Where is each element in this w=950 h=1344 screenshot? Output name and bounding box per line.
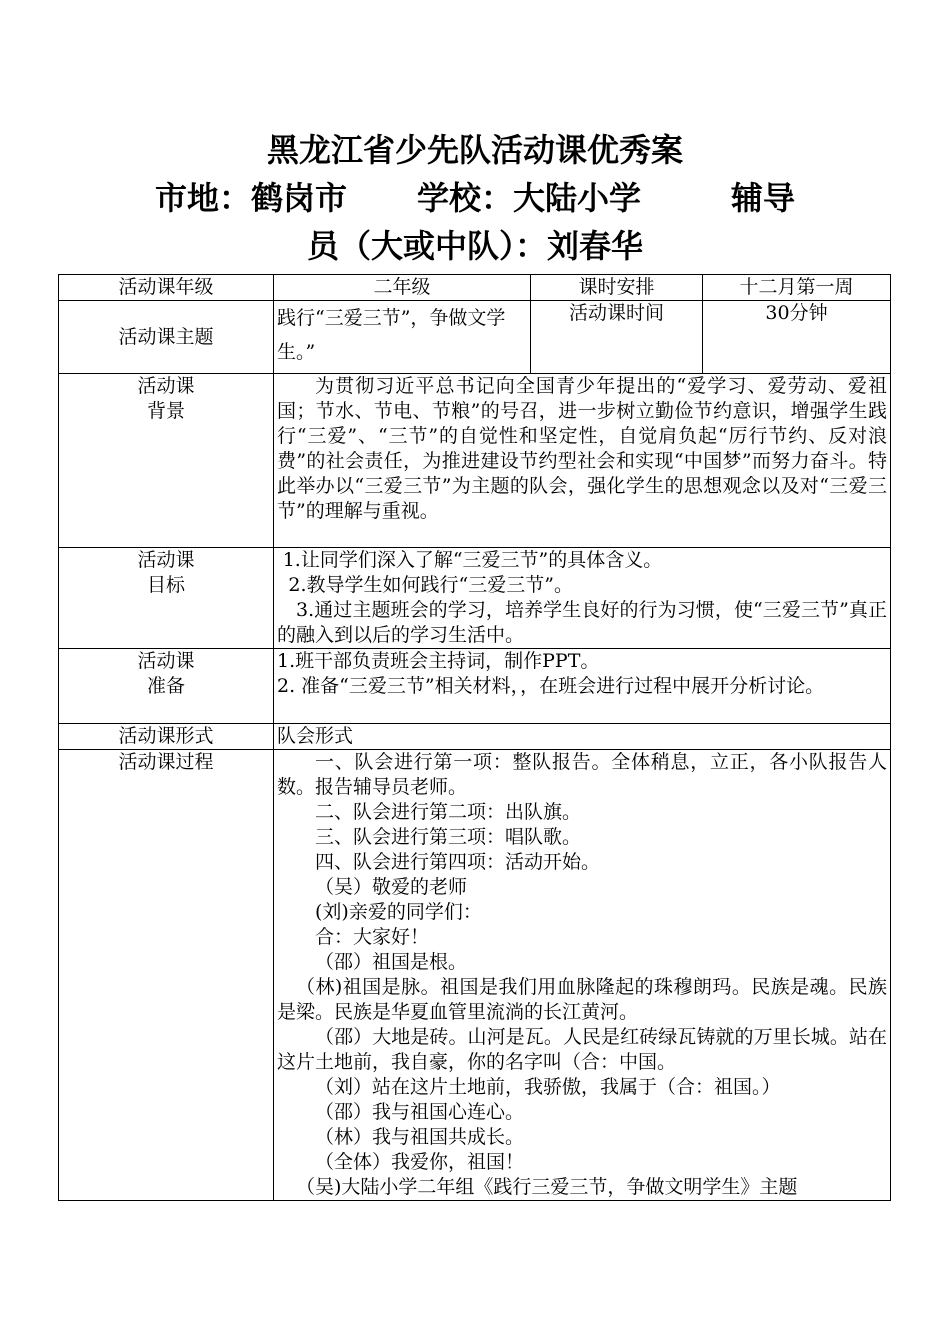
process-line: （全体）我爱你，祖国！ [315,1151,525,1173]
process-line: 四、队会进行第四项：活动开始。 [315,851,601,873]
process-line: （邵）祖国是根。 [315,951,468,973]
process-line: （林）我与祖国共成长。 [315,1126,525,1148]
schedule-value: 十二月第一周 [703,275,891,301]
grade-label: 活动课年级 [59,275,274,301]
table-row [59,724,891,750]
table-row [59,275,891,301]
table-row [59,649,891,724]
counselor-prefix: 辅导 [731,179,796,217]
grade-value: 二年级 [274,275,531,301]
prep-label-line-2: 准备 [146,675,185,697]
form-label: 活动课形式 [59,724,274,750]
prep-label [59,649,274,724]
time-label: 活动课时间 [531,301,703,374]
background-label-line-1: 活动课 [137,375,195,397]
process-line: 三、队会进行第三项：唱队歌。 [315,826,582,848]
process-line: (刘)亲爱的同学们： [315,901,482,923]
document-title [0,126,950,270]
goal-item: 1.让同学们深入了解“三爱三节”的具体含义。 [282,549,663,571]
goal-text [274,548,891,649]
table-row [59,548,891,649]
background-label-line-2: 背景 [146,400,185,422]
background-paragraph: 为贯彻习近平总书记向全国青少年提出的“爱学习、爱劳动、爱祖国；节水、节电、节粮”的号召，进一步树立勤俭节约意识，增强学生践行“三爱”、“三节”的自觉性和坚定性，自觉肩负起“厉行节约、反对浪费”的社会责任，为推进建设节约型社会和实现“中国梦”而努力奋斗。特此举办以“三爱三节”为主题的队会，强化学生的思想观念以及对“三爱三节”的理解与重视。 [277,375,887,522]
process-line: 合：大家好！ [315,926,430,948]
process-line: 一、队会进行第一项：整队报告。全体稍息，立正，各小队报告人数。报告辅导员老师。 [277,751,887,798]
school-label: 学校：大陆小学 [416,179,641,217]
prep-item: 1.班干部负责班会主持词，制作PPT。 [277,650,600,672]
title-line-1: 黑龙江省少先队活动课优秀案 [266,131,683,169]
schedule-label: 课时安排 [531,275,703,301]
process-line: （吴)大陆小学二年组《践行三爱三节，争做文明学生》主题 [296,1176,798,1198]
process-line: （邵）我与祖国心连心。 [315,1101,525,1123]
process-line: （邵）大地是砖。山河是瓦。人民是红砖绿瓦铸就的万里长城。站在这片土地前，我自豪，你的名字叫（合：中国。 [277,1026,887,1073]
process-text [274,750,891,1201]
goal-item: 2.教导学生如何践行“三爱三节”。 [288,574,573,596]
goal-item: 3.通过主题班会的学习，培养学生良好的行为习惯，使“三爱三节”真正的融入到以后的学习生活中。 [277,599,887,646]
title-line-3: 员（大或中队）：刘春华 [306,227,643,265]
process-line: （吴）敬爱的老师 [315,876,468,898]
goal-label [59,548,274,649]
theme-value: 践行“三爱三节”，争做文学生。” [274,301,531,374]
prep-label-line-1: 活动课 [137,650,195,672]
background-text [274,374,891,548]
process-line: （林)祖国是脉。祖国是我们用血脉隆起的珠穆朗玛。民族是魂。民族是梁。民族是华夏血管里流淌的长江黄河。 [277,976,887,1023]
process-label: 活动课过程 [59,750,274,1201]
theme-label: 活动课主题 [59,301,274,374]
process-line: 二、队会进行第二项：出队旗。 [315,801,582,823]
background-label [59,374,274,548]
table-row [59,374,891,548]
city-label: 市地：鹤岗市 [154,179,347,217]
time-value: 30分钟 [703,301,891,374]
table-row [59,750,891,1201]
activity-form-table [58,274,891,1201]
goal-label-line-1: 活动课 [137,549,195,571]
form-value: 队会形式 [274,724,891,750]
table-row [59,301,891,374]
prep-item: 2. 准备“三爱三节”相关材料，，在班会进行过程中展开分析讨论。 [277,675,825,697]
goal-label-line-2: 目标 [146,574,185,596]
prep-text [274,649,891,724]
process-line: （刘）站在这片土地前，我骄傲，我属于（合：祖国。） [315,1076,781,1098]
title-line-2 [0,174,950,222]
